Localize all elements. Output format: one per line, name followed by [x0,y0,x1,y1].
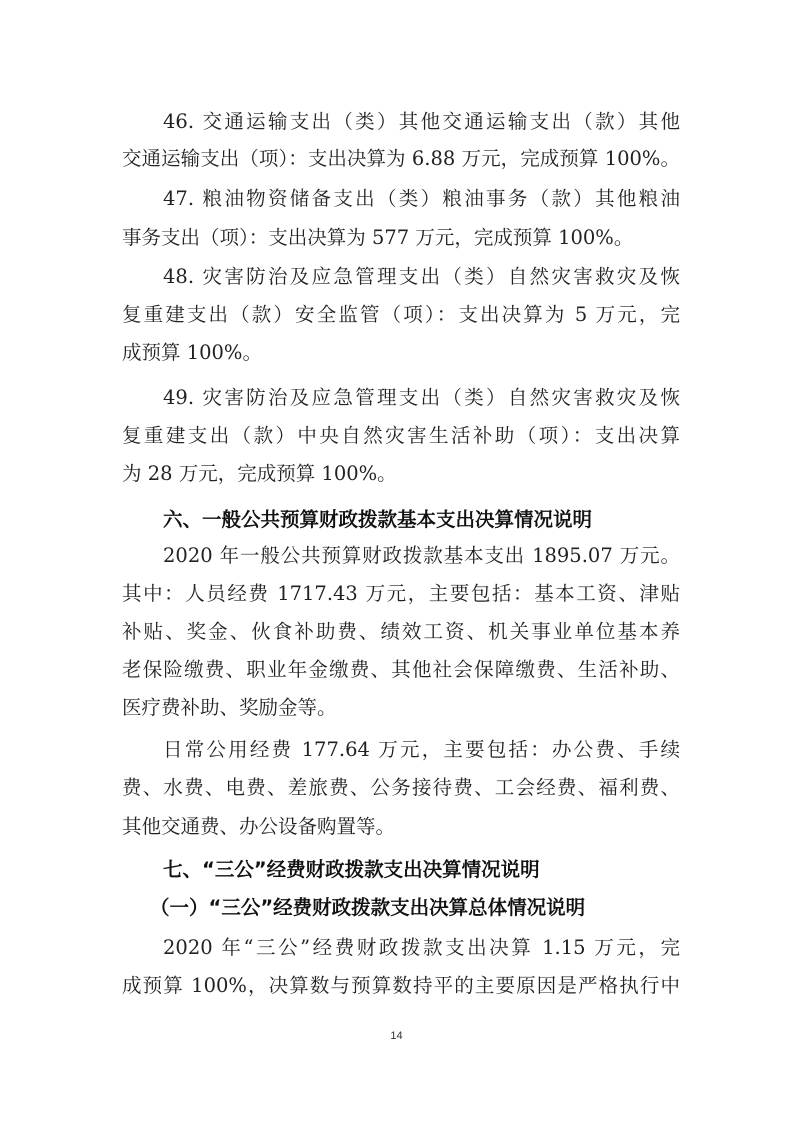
basic-expense-line-1: 2020 年一般公共预算财政拨款基本支出 1895.07 万元。 [163,544,680,567]
section-heading-6: 六、一般公共预算财政拨款基本支出决算情况说明 [163,508,593,531]
basic-expense-line-3: 补贴、奖金、伙食补助费、绩效工资、机关事业单位基本养 [122,620,680,643]
three-public-line-2: 成预算 100%，决算数与预算数持平的主要原因是严格执行中 [122,974,680,997]
paragraph-49-line-1: 49. 灾害防治及应急管理支出（类）自然灾害救灾及恢 [163,386,680,409]
paragraph-47-line-2: 事务支出（项）：支出决算为 577 万元，完成预算 100%。 [122,226,634,249]
paragraph-49-line-2: 复重建支出（款）中央自然灾害生活补助（项）：支出决算 [122,424,680,447]
three-public-line-1: 2020 年“三公”经费财政拨款支出决算 1.15 万元，完 [163,936,680,959]
public-expense-line-1: 日常公用经费 177.64 万元，主要包括：办公费、手续 [163,738,680,761]
paragraph-48-line-2: 复重建支出（款）安全监管（项）：支出决算为 5 万元，完 [122,303,680,326]
paragraph-48-line-1: 48. 灾害防治及应急管理支出（类）自然灾害救灾及恢 [163,265,680,288]
paragraph-46-line-2: 交通运输支出（项）：支出决算为 6.88 万元，完成预算 100%。 [122,147,680,170]
section-heading-7: 七、“三公”经费财政拨款支出决算情况说明 [163,858,540,881]
paragraph-48-line-3: 成预算 100%。 [122,341,262,364]
paragraph-49-line-3: 为 28 万元，完成预算 100%。 [122,462,397,485]
page-number: 14 [390,1030,403,1042]
public-expense-line-3: 其他交通费、办公设备购置等。 [122,815,396,838]
basic-expense-line-2: 其中：人员经费 1717.43 万元，主要包括：基本工资、津贴 [122,582,680,605]
paragraph-46-line-1: 46. 交通运输支出（类）其他交通运输支出（款）其他 [163,110,680,133]
basic-expense-line-5: 医疗费补助、奖励金等。 [122,696,337,719]
subsection-heading-1: （一）“三公”经费财政拨款支出决算总体情况说明 [150,896,586,919]
public-expense-line-2: 费、水费、电费、差旅费、公务接待费、工会经费、福利费、 [122,776,680,799]
paragraph-47-line-1: 47. 粮油物资储备支出（类）粮油事务（款）其他粮油 [163,187,680,210]
basic-expense-line-4: 老保险缴费、职业年金缴费、其他社会保障缴费、生活补助、 [122,658,680,681]
